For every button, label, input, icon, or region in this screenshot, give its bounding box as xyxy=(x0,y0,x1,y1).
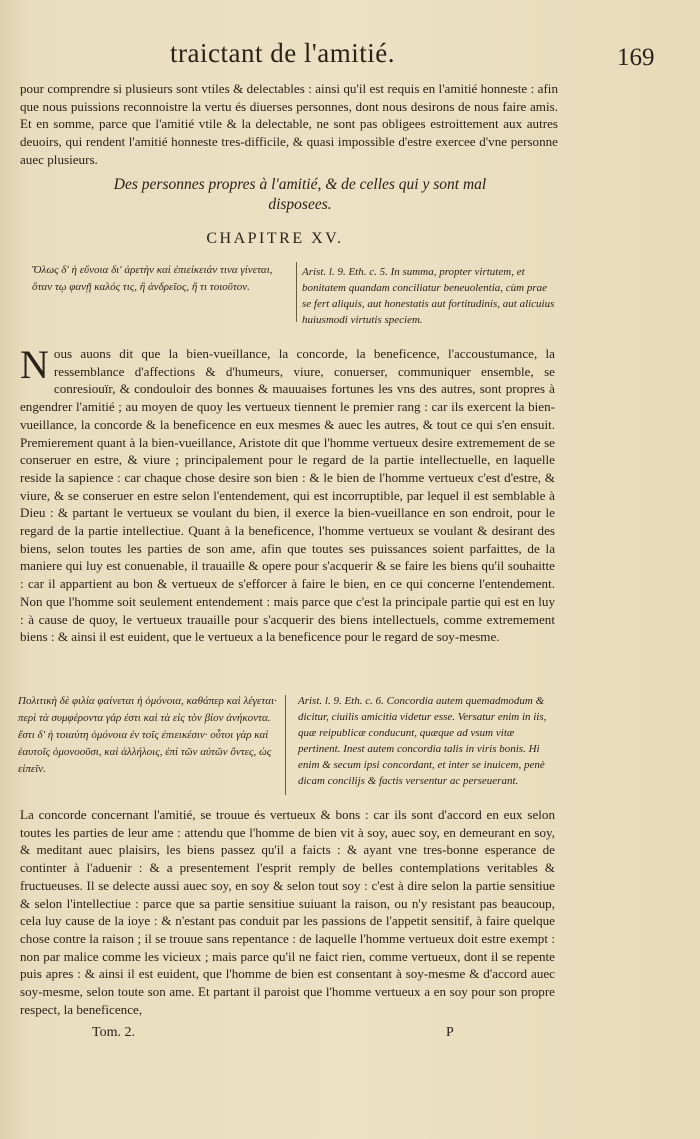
concorde-paragraph xyxy=(20,806,555,1018)
note-divider-2 xyxy=(285,695,286,795)
page-number: 169 xyxy=(617,44,655,71)
drop-cap: N xyxy=(20,342,49,387)
greek-note-2: Πολιτικὴ δὲ φιλία φαίνεται ἡ ὁμόνοια, καθάπερ καὶ λέγεται· περὶ τὰ συμφέροντα γάρ ἐστι καὶ τὰ εἰς τὸν βίον ἀνήκοντα. ἔστι δ' ἡ τοιαύτη ὁμόνοια ἐν τοῖς ἐπιεικέσιν· οὗτοι γὰρ καὶ ἑαυτοῖς ὁμονοοῦσι, καὶ ἀλλήλοις, ἐπὶ τῶν αὐτῶν ὄντες, ὡς εἰπεῖν. xyxy=(18,695,277,775)
intro-text: pour comprendre si plusieurs sont vtiles & delectables : ainsi qu'il est requis en l'amitié honneste : afin que nous puissions reconnoistre la vertu és diuerses personnes, dont nous desirons de nous faire amis. Et en somme, parce que l'amitié vtile & la delectable, ne sont pas obligees estroittement aux autres deuoirs, qui rendent l'amitié honneste tres-difficile, & quasi impossible d'estre exercee d'vne personne auec plusieurs. xyxy=(20,81,558,167)
concorde-text: La concorde concernant l'amitié, se trouue és vertueux & bons : car ils sont d'accord en eux selon toutes les parties de leur ame : attendu que l'homme de bien vit à soy, auec soy, en demeurant en soy, & meditant auec plaisirs, les biens passez qu'il a faicts : & ayant vne tres-bonne esperance de continter à l'aduenir : & a presentement l'esprit remply de belles contemplations veritables & fructueuses. Il se delecte aussi auec soy, en soy & selon tout soy : c'est à dire selon la partie sensitiue & selon l'intellectiue : parce que sa partie sensitiue suiuant la raison, ou n'y resistant pas beaucoup, cela luy cause de la ioye : & n'estant pas conduit par les passions de l'appetit sensitif, à faire quelque chose contre la raison ; il se trouue sans repentance : de laquelle l'homme vertueux doit estre exempt : non par malice comme les vicieux ; mais parce qu'il ne faict rien, comme vertueux, dont il se repente puis apres : & ainsi il est euident, que l'homme de bien est consentant à soy-mesme & d'accord auec soy-mesme, selon toute son ame. Et partant il paroist que l'homme vertueux a en soy pour son propre respect, la beneficence, xyxy=(20,807,555,1017)
latin-note-2: Arist. l. 9. Eth. c. 6. Concordia autem quemadmodum & dicitur, ciuilis amicitia videtur esse. Versatur enim in iis, quæ reipublicæ conducunt, quæque ad vsum vitæ pertinent. Inest autem concordia talis in viris bonis. Hi enim & secum ipsi concordant, et inter se inuicem, penè dicam concilijs & factis versentur ac perseuerant. xyxy=(298,695,547,787)
signature-mark: P xyxy=(446,1025,454,1040)
greek-note-1: Ὅλως δ' ἡ εὔνοια δι' ἀρετὴν καὶ ἐπιείκειάν τινα γίνεται, ὅταν τῳ φανῇ καλός τις, ἢ ἀνδρεῖος, ἤ τι τοιοῦτον. xyxy=(32,264,273,293)
page-header xyxy=(0,38,700,78)
latin-note-1: Arist. l. 9. Eth. c. 5. In summa, propter virtutem, et bonitatem quandam conciliatur beneuolentia, cùm prae se fert aliquis, aut honestatis aut fortitudinis, aut alicuius huiusmodi virtutis speciem. xyxy=(302,266,555,326)
main-text: ous auons dit que la bien-vueillance, la concorde, la beneficence, l'accoustumance, la ressemblance d'affections & d'humeurs, viure, conuerser, communiquer ensemble, se conresiouïr, & condouloir des bonnes & mauuaises fortunes les vns des autres, sont propres à engendrer l'amitié ; au moyen de quoy les vertueux tiennent le premier rang : car ils exercent la bien-vueillance, la concorde & la beneficence en eux mesmes & auec les autres, & tout ce qui s'en ensuit. Premierement quant à la bien-vueillance, Aristote dit que l'homme vertueux desire extremement de se conseruer en estre, & viure ; principalement pour le regard de la partie intellectuelle, en laquelle reside la sapience : car chaque chose desire son bien : & le bien de l'homme vertueux c'est d'estre, & viure, & se conseruer en estre selon l'entendement, qui est incorruptible, par lequel il est semblable à Dieu : & partant le vertueux se voulant du bien, il exerce la bien-vueillance en son endroit, pour le regard de la partie intellectiue. Quant à la beneficence, l'homme vertueux se voulant & desirant des biens, selon toutes les parties de son ame, afin que toutes ses puissances soient parfaittes, de la maniere qui luy est conuenable, il trauaille & opere pour s'acquerir & se faire les biens qu'il souhaitte : car il appartient au bon & vertueux de s'efforcer à faire le bien, en ce qui concerne l'entendement. Non que l'homme soit seulement entendement : mais parce que c'est la principale partie qui est en luy : à cause de quoy, le vertueux trauaille pour s'acquerir des biens intellectuels, comme extremement biens : & ainsi il est euident, que le vertueux a la beneficence pour le regard de soy-mesme. xyxy=(20,346,555,645)
section-heading xyxy=(95,175,505,215)
volume-indicator: Tom. 2. xyxy=(92,1025,135,1040)
running-title: traictant de l'amitié. xyxy=(170,38,396,68)
main-paragraph xyxy=(20,342,555,646)
intro-paragraph xyxy=(20,80,558,169)
section-title: Des personnes propres à l'amitié, & de celles qui y sont mal disposees. xyxy=(113,176,487,213)
note-divider-1 xyxy=(296,262,297,322)
chapter-heading: CHAPITRE XV. xyxy=(206,230,344,247)
